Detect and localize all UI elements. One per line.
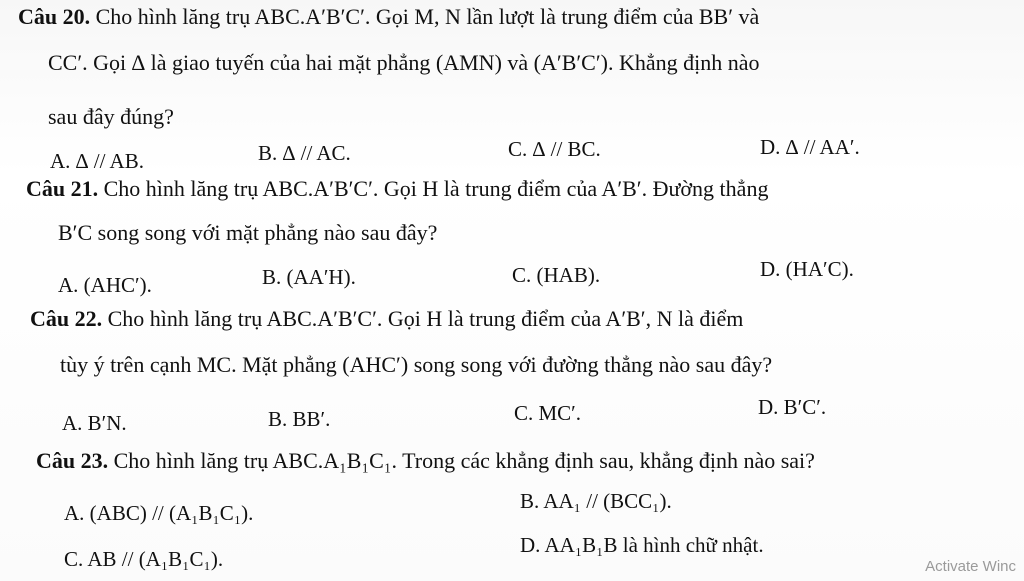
q20-option-a: A. ∆ // AB. [50, 149, 144, 173]
q20-number: Câu 20. [18, 4, 91, 29]
q20-line-1 [18, 4, 759, 30]
q22-line-2: tùy ý trên cạnh MC. Mặt phẳng (AHC′) song song với đường thẳng nào sau đây? [60, 352, 773, 377]
q23-line-1-text: Cho hình lăng trụ ABC.A₁B₁C₁. Trong các khẳng định sau, khẳng định nào sai? [113, 448, 815, 473]
q23-option-d: D. AA₁B₁B là hình chữ nhật. [520, 533, 764, 557]
q22-option-c: C. MC′. [514, 401, 582, 425]
q22-option-d: D. B′C′. [758, 395, 827, 419]
q21-option-a: A. (AHC′). [58, 273, 152, 297]
q21-option-d: D. (HA′C). [760, 257, 854, 281]
q22-number: Câu 22. [30, 306, 103, 331]
q20-line-2: CC′. Gọi ∆ là giao tuyến của hai mặt phẳng (AMN) và (A′B′C′). Khẳng định nào [48, 50, 760, 75]
activate-windows-watermark: Activate Winc [925, 558, 1016, 575]
q22-option-a: A. B′N. [62, 411, 127, 435]
q20-option-b: B. ∆ // AC. [258, 141, 351, 165]
q23-option-c: C. AB // (A₁B₁C₁). [64, 547, 224, 571]
q23-number: Câu 23. [36, 448, 109, 473]
q21-option-c: C. (HAB). [512, 263, 601, 287]
q21-line-2: B′C song song với mặt phẳng nào sau đây? [58, 220, 438, 245]
q21-line-1 [26, 176, 768, 202]
q20-option-d: D. ∆ // AA′. [760, 135, 860, 159]
q20-line-1-text: Cho hình lăng trụ ABC.A′B′C′. Gọi M, N lần lượt là trung điểm của BB′ và [95, 4, 760, 29]
q22-line-1-text: Cho hình lăng trụ ABC.A′B′C′. Gọi H là trung điểm của A′B′, N là điểm [107, 306, 744, 331]
q21-number: Câu 21. [26, 176, 99, 201]
q22-line-1 [30, 306, 743, 332]
q21-line-1-text: Cho hình lăng trụ ABC.A′B′C′. Gọi H là trung điểm của A′B′. Đường thẳng [103, 176, 769, 201]
q22-option-b: B. BB′. [268, 407, 331, 431]
q20-line-3: sau đây đúng? [48, 104, 174, 129]
q23-line-1 [36, 448, 815, 474]
q20-option-c: C. ∆ // BC. [508, 137, 601, 161]
q23-option-b: B. AA₁ // (BCC₁). [520, 489, 672, 513]
q21-option-b: B. (AA′H). [262, 265, 356, 289]
q23-option-a: A. (ABC) // (A₁B₁C₁). [64, 501, 254, 525]
